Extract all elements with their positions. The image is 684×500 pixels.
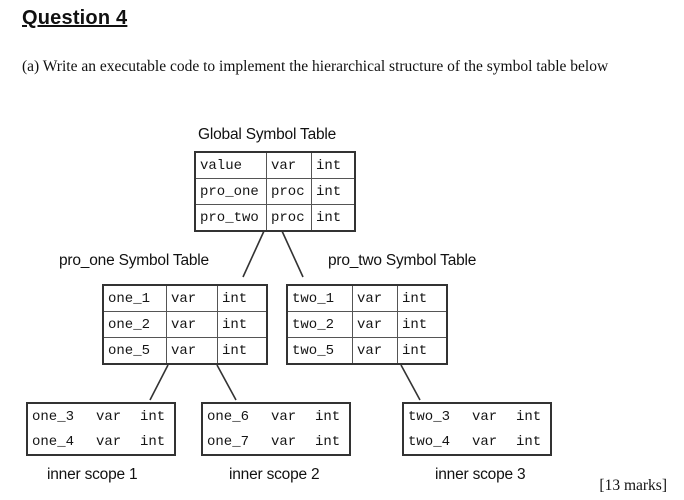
symbol-kind: var (167, 285, 218, 312)
symbol-type: int (218, 312, 268, 338)
symbol-kind: var (96, 433, 122, 450)
table-row (195, 179, 355, 205)
link-global-pro-one (243, 231, 264, 277)
symbol-type: int (516, 408, 542, 425)
inner-scope-1-table (26, 402, 176, 456)
symbol-name: two_1 (287, 285, 353, 312)
link-pro-one-inner2 (217, 365, 236, 400)
symbol-kind: var (353, 312, 398, 338)
symbol-name: two_5 (287, 338, 353, 365)
symbol-kind: var (96, 408, 122, 425)
marks-label: [13 marks] (599, 477, 667, 494)
table-row (287, 285, 447, 312)
symbol-name: pro_one (195, 179, 267, 205)
symbol-type: int (516, 433, 542, 450)
table-row (27, 403, 175, 429)
link-pro-one-inner1 (150, 365, 168, 400)
symbol-name: one_4 (32, 433, 75, 450)
inner-scope-2-table (201, 402, 351, 456)
table-row (403, 403, 551, 429)
question-text: (a) Write an executable code to implement the hierarchical structure of the symbol table below (22, 58, 609, 75)
symbol-name: one_6 (207, 408, 250, 425)
symbol-name: two_4 (408, 433, 451, 450)
symbol-type: int (312, 152, 356, 179)
table-row (195, 152, 355, 179)
pro-one-symbol-table (102, 284, 268, 365)
symbol-type: int (398, 285, 448, 312)
inner-scope-3-table (402, 402, 552, 456)
question-heading: Question 4 (22, 7, 128, 29)
symbol-kind: var (472, 433, 498, 450)
symbol-kind: var (167, 312, 218, 338)
symbol-name: one_7 (207, 433, 250, 450)
symbol-name: value (195, 152, 267, 179)
symbol-type: int (315, 408, 341, 425)
pro-two-symbol-table (286, 284, 448, 365)
symbol-kind: var (267, 152, 312, 179)
symbol-name: one_1 (103, 285, 167, 312)
pro-two-table-title: pro_two Symbol Table (328, 252, 477, 269)
symbol-type: int (398, 338, 448, 365)
table-row (103, 312, 267, 338)
symbol-name: pro_two (195, 205, 267, 232)
table-row (403, 429, 551, 455)
symbol-kind: proc (267, 179, 312, 205)
table-row (103, 285, 267, 312)
symbol-type: int (312, 205, 356, 232)
inner-scope-2-caption: inner scope 2 (229, 466, 320, 483)
symbol-type: int (140, 408, 166, 425)
symbol-kind: var (271, 433, 297, 450)
symbol-kind: var (472, 408, 498, 425)
symbol-type: int (312, 179, 356, 205)
symbol-type: int (218, 285, 268, 312)
global-symbol-table (194, 151, 356, 232)
symbol-type: int (315, 433, 341, 450)
symbol-kind: var (353, 285, 398, 312)
symbol-name: one_2 (103, 312, 167, 338)
link-pro-two-inner3 (401, 365, 420, 400)
pro-one-table-title: pro_one Symbol Table (59, 252, 209, 269)
symbol-type: int (140, 433, 166, 450)
symbol-name: two_3 (408, 408, 451, 425)
table-row (202, 403, 350, 429)
symbol-name: one_3 (32, 408, 75, 425)
symbol-name: two_2 (287, 312, 353, 338)
table-row (287, 312, 447, 338)
inner-scope-3-caption: inner scope 3 (435, 466, 526, 483)
table-row (195, 205, 355, 232)
inner-scope-1-caption: inner scope 1 (47, 466, 138, 483)
symbol-name: one_5 (103, 338, 167, 365)
symbol-type: int (218, 338, 268, 365)
table-row (27, 429, 175, 455)
symbol-kind: proc (267, 205, 312, 232)
global-table-title: Global Symbol Table (198, 126, 337, 143)
table-row (287, 338, 447, 365)
table-row (202, 429, 350, 455)
table-row (103, 338, 267, 365)
symbol-kind: var (271, 408, 297, 425)
link-global-pro-two (282, 231, 303, 277)
symbol-kind: var (167, 338, 218, 365)
symbol-kind: var (353, 338, 398, 365)
symbol-type: int (398, 312, 448, 338)
